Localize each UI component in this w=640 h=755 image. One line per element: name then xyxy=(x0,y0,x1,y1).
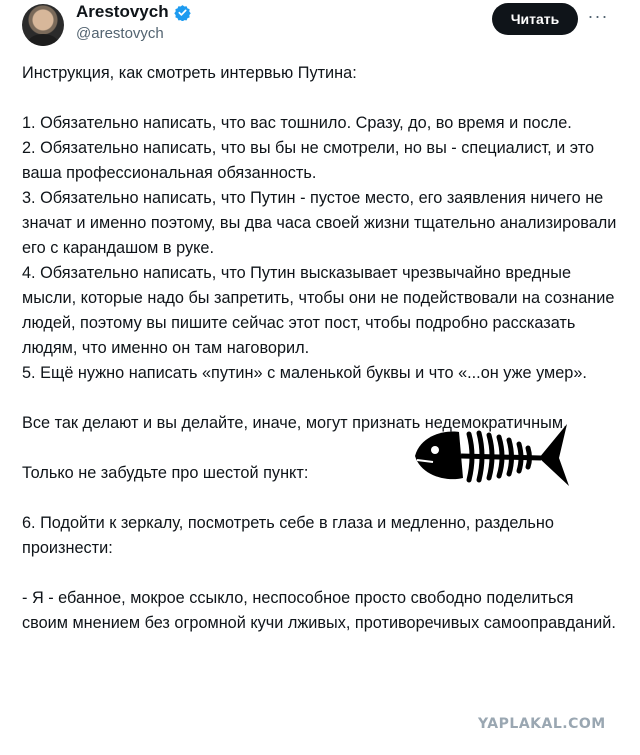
verified-badge-icon xyxy=(174,4,191,21)
tweet-paragraph: 3. Обязательно написать, что Путин - пустое место, его заявления ничего не значат и именно поэтому, вы два часа своей жизни тщательно анализировали его с карандашом в руке. xyxy=(22,189,617,257)
follow-button[interactable]: Читать xyxy=(492,3,578,35)
tweet-text xyxy=(22,61,622,636)
more-options-icon[interactable]: ··· xyxy=(587,6,609,26)
tweet-paragraph: Все так делают и вы делайте, иначе, могут признать недемократичным. xyxy=(22,414,568,432)
tweet-header xyxy=(0,0,640,56)
paragraph-gap xyxy=(22,86,622,111)
tweet-paragraph: 6. Подойти к зеркалу, посмотреть себе в глаза и медленно, раздельно произнести: xyxy=(22,514,554,557)
tweet-paragraph: 2. Обязательно написать, что вы бы не смотрели, но вы - специалист, и это ваша профессиональная обязанность. xyxy=(22,139,595,182)
tweet-paragraph: 5. Ещё нужно написать «путин» с маленькой буквы и что «...он уже умер». xyxy=(22,364,587,382)
paragraph-gap xyxy=(22,386,622,411)
watermark: YAPLAKAL.COM xyxy=(478,716,606,732)
paragraph-gap xyxy=(22,561,622,586)
fish-skeleton-icon xyxy=(413,420,571,490)
author-name[interactable]: Arestovych xyxy=(76,2,169,21)
tweet-paragraph: - Я - ебанное, мокрое ссыкло, неспособное просто свободно поделиться своим мнением без огромной кучи лживых, противоречивых самооправданий. xyxy=(22,589,616,632)
tweet-paragraph: Только не забудьте про шестой пункт: xyxy=(22,464,309,482)
author-name-row[interactable] xyxy=(76,2,191,22)
tweet-paragraph: Инструкция, как смотреть интервью Путина: xyxy=(22,64,357,82)
tweet-paragraph: 1. Обязательно написать, что вас тошнило. Сразу, до, во время и после. xyxy=(22,114,572,132)
author-avatar[interactable] xyxy=(22,4,64,46)
tweet-paragraph: 4. Обязательно написать, что Путин высказывает чрезвычайно вредные мысли, которые надо бы запретить, чтобы они не подействовали на сознание людей, поэтому вы пишите сейчас этот пост, чтобы подробно рассказать людям, что именно он там наговорил. xyxy=(22,264,615,357)
author-handle[interactable]: @arestovych xyxy=(76,25,164,42)
